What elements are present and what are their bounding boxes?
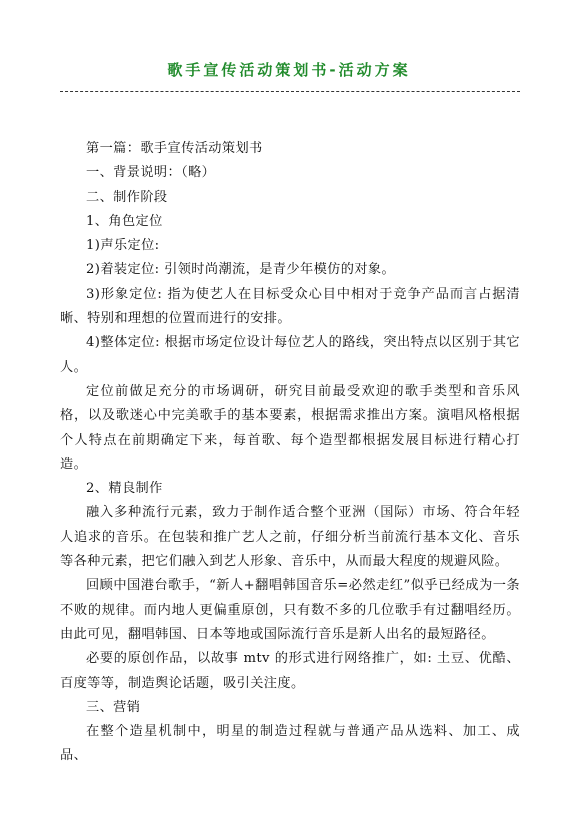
section-heading: 一、背景说明：（略）	[86, 165, 216, 181]
body-paragraph: 回顾中国港台歌手，“新人+翻唱韩国音乐=必然走红”似乎已经成为一条不败的规律。而内地人更偏重原创，只有数不多的几位歌手有过翻唱经历。由此可见，翻唱韩国、日本等地或国际流行音乐是新人出名的最短路径。	[60, 578, 520, 642]
body-paragraph: 在整个造星机制中，明星的制造过程就与普通产品从选料、加工、成品、	[60, 724, 520, 764]
list-item: 2)着装定位: 引领时尚潮流，是青少年模仿的对象。	[86, 262, 396, 278]
list-item: 3)形象定位: 指为使艺人在目标受众心目中相对于竞争产品而言占据清晰、特别和理想的位置而进行的安排。	[60, 286, 520, 327]
subsection-heading: 1、角色定位	[86, 213, 163, 229]
subsection-heading: 2、精良制作	[86, 481, 163, 497]
document-title: 歌手宣传活动策划书-活动方案	[167, 61, 411, 79]
section-heading: 第一篇：歌手宣传活动策划书	[86, 141, 263, 156]
document-body	[60, 137, 520, 769]
section-heading: 二、制作阶段	[86, 189, 168, 205]
title-divider	[60, 91, 520, 92]
list-item: 1)声乐定位:	[86, 238, 160, 254]
body-paragraph: 融入多种流行元素，致力于制作适合整个亚洲（国际）市场、符合年轻人追求的音乐。在包装和推广艺人之前，仔细分析当前流行基本文化、音乐等各种元素，把它们融入到艺人形象、音乐中，从而最大程度的规避风险。	[60, 505, 520, 570]
list-item: 4)整体定位: 根据市场定位设计每位艺人的路线，突出特点以区别于其它人。	[60, 335, 520, 375]
section-heading: 三、营销	[86, 699, 141, 715]
body-paragraph: 必要的原创作品，以故事 mtv 的形式进行网络推广，如: 土豆、优酷、百度等等，制造舆论话题，吸引关注度。	[60, 651, 520, 691]
body-paragraph: 定位前做足充分的市场调研，研究目前最受欢迎的歌手类型和音乐风格，以及歌迷心中完美歌手的基本要素，根据需求推出方案。演唱风格根据个人特点在前期确定下来，每首歌、每个造型都根据发展目标进行精心打造。	[60, 383, 520, 472]
